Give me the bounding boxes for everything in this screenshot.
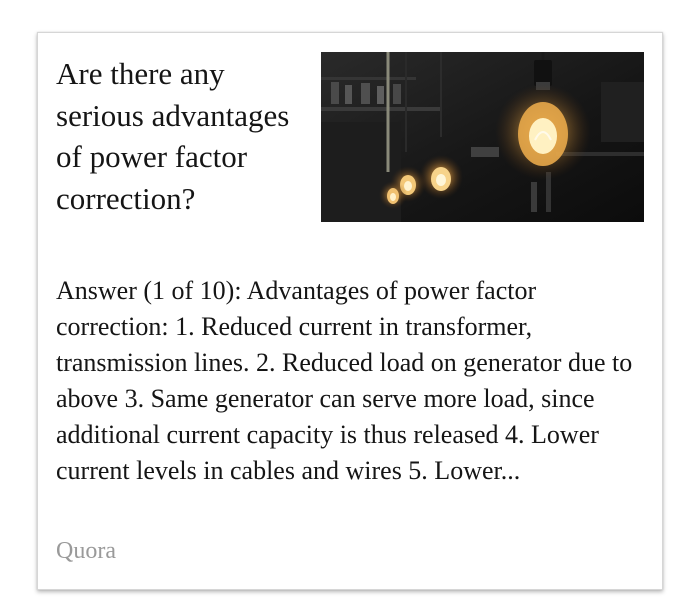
source-label: Quora [56, 538, 116, 564]
search-result-card[interactable] [37, 32, 663, 590]
thumbnail-image[interactable] [321, 52, 644, 222]
result-title[interactable]: Are there any serious advantages of power factor correction? [56, 56, 290, 216]
answer-snippet: Answer (1 of 10): Advantages of power factor correction: 1. Reduced current in transformer, transmission lines. 2. Reduced load on generator due to above 3. Same generator can serve more load, since additional current capacity is thus released 4. Lower current levels in cables and wires 5. Lower... [56, 276, 633, 485]
